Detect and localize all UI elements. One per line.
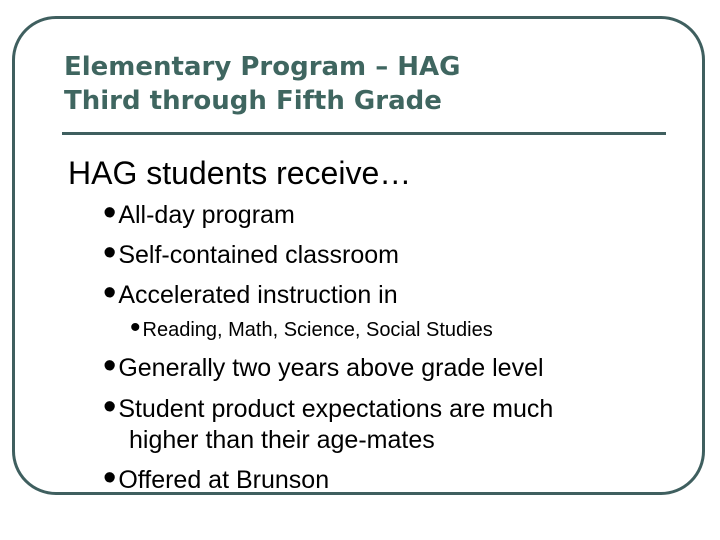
- slide-title: [64, 50, 460, 118]
- bullet-item: [103, 386, 554, 429]
- bullet-item: [103, 232, 400, 275]
- bullet-text: Student product expectations are much: [118, 395, 554, 423]
- bullet-dot-icon: •: [103, 345, 117, 388]
- bullet-dot-icon: •: [103, 232, 117, 275]
- bullet-dot-icon: •: [103, 192, 117, 235]
- bullet-dot-icon: •: [103, 457, 117, 500]
- bullet-text: All-day program: [118, 201, 295, 229]
- title-line-1: Elementary Program – HAG: [64, 52, 461, 82]
- bullet-continuation: higher than their age-mates: [129, 426, 435, 454]
- bullet-item: [103, 457, 330, 500]
- title-divider: [62, 132, 666, 135]
- bullet-text: Accelerated instruction in: [118, 281, 398, 309]
- sub-bullet-item: [130, 310, 493, 344]
- bullet-text: Offered at Brunson: [118, 466, 330, 494]
- bullet-dot-icon: •: [103, 272, 117, 315]
- bullet-item: [103, 272, 398, 315]
- bullet-item: [103, 345, 544, 388]
- bullet-dot-icon: •: [130, 310, 141, 344]
- bullet-text: Generally two years above grade level: [118, 354, 544, 382]
- title-line-2: Third through Fifth Grade: [64, 86, 442, 116]
- bullet-item: [103, 192, 295, 235]
- bullet-text: Self-contained classroom: [118, 241, 400, 269]
- bullet-dot-icon: •: [103, 386, 117, 429]
- intro-text: HAG students receive…: [68, 155, 412, 191]
- sub-bullet-text: Reading, Math, Science, Social Studies: [142, 319, 493, 341]
